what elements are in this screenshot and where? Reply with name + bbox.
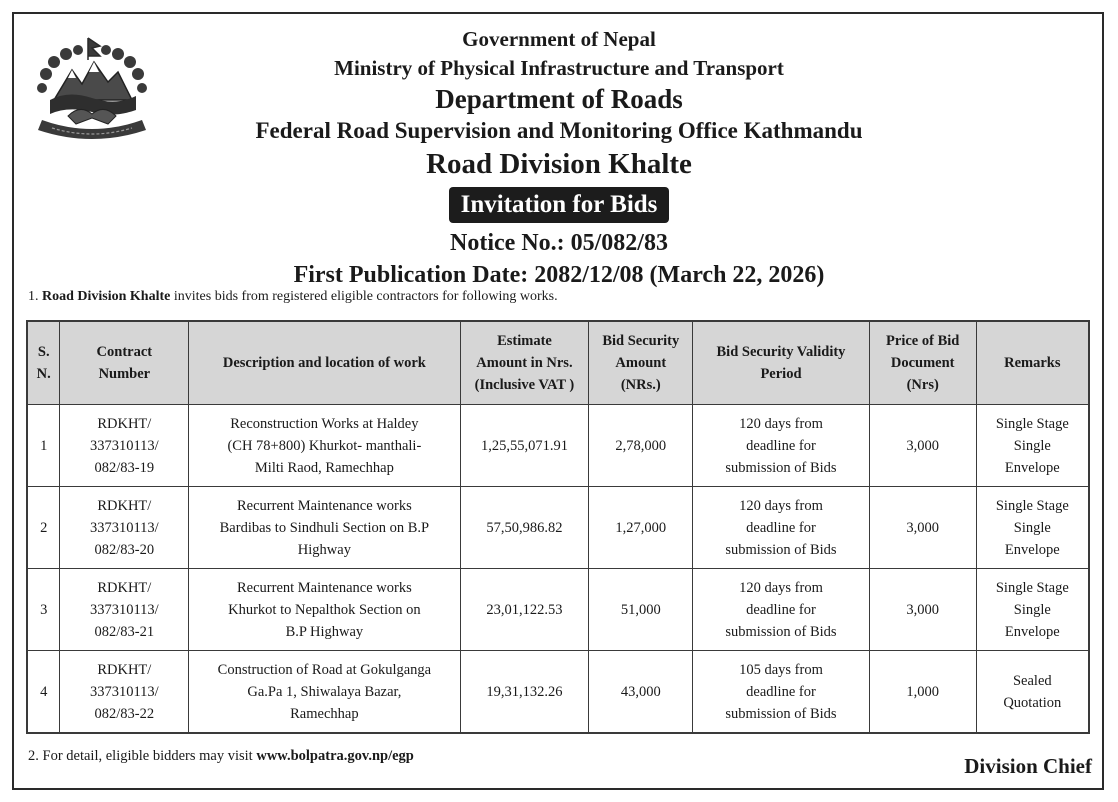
cell-validity: 120 days from deadline for submission of Bids bbox=[693, 405, 870, 487]
cell-description: Recurrent Maintenance works Bardibas to Sindhuli Section on B.P Highway bbox=[189, 487, 460, 569]
table-row bbox=[27, 487, 1089, 569]
cell-estimate: 23,01,122.53 bbox=[460, 569, 589, 651]
cell-description: Construction of Road at Gokulganga Ga.Pa 1, Shiwalaya Bazar, Ramechhap bbox=[189, 651, 460, 734]
division-chief-signature: Division Chief bbox=[964, 754, 1092, 778]
cell-price: 3,000 bbox=[869, 569, 976, 651]
notice-number: Notice No.: 05/082/83 bbox=[450, 230, 668, 256]
cell-remarks: Single Stage Single Envelope bbox=[976, 405, 1089, 487]
cell-security: 1,27,000 bbox=[589, 487, 693, 569]
cell-contract: RDKHT/ 337310113/ 082/83-22 bbox=[60, 651, 189, 734]
col-header-description: Description and location of work bbox=[189, 321, 460, 405]
publication-date: First Publication Date: 2082/12/08 (March 22, 2026) bbox=[293, 262, 825, 288]
cell-remarks: Single Stage Single Envelope bbox=[976, 569, 1089, 651]
cell-remarks: Single Stage Single Envelope bbox=[976, 487, 1089, 569]
cell-security: 2,78,000 bbox=[589, 405, 693, 487]
cell-estimate: 1,25,55,071.91 bbox=[460, 405, 589, 487]
cell-price: 3,000 bbox=[869, 487, 976, 569]
intro-number: 1. bbox=[28, 289, 39, 304]
cell-sn: 1 bbox=[27, 405, 60, 487]
invitation-badge: Invitation for Bids bbox=[449, 187, 670, 223]
col-header-remarks: Remarks bbox=[976, 321, 1089, 405]
cell-security: 43,000 bbox=[589, 651, 693, 734]
table-row bbox=[27, 405, 1089, 487]
cell-sn: 4 bbox=[27, 651, 60, 734]
table-row bbox=[27, 651, 1089, 734]
cell-validity: 120 days from deadline for submission of Bids bbox=[693, 487, 870, 569]
cell-estimate: 19,31,132.26 bbox=[460, 651, 589, 734]
cell-description: Recurrent Maintenance works Khurkot to Nepalthok Section on B.P Highway bbox=[189, 569, 460, 651]
col-header-security: Bid Security Amount (NRs.) bbox=[589, 321, 693, 405]
division-title: Road Division Khalte bbox=[426, 148, 692, 180]
cell-estimate: 57,50,986.82 bbox=[460, 487, 589, 569]
cell-validity: 105 days from deadline for submission of Bids bbox=[693, 651, 870, 734]
cell-sn: 3 bbox=[27, 569, 60, 651]
cell-price: 1,000 bbox=[869, 651, 976, 734]
office-title: Federal Road Supervision and Monitoring Office Kathmandu bbox=[255, 118, 863, 143]
cell-contract: RDKHT/ 337310113/ 082/83-21 bbox=[60, 569, 189, 651]
table-header-row bbox=[27, 321, 1089, 405]
intro-paragraph bbox=[28, 289, 558, 305]
egp-link[interactable]: www.bolpatra.gov.np/egp bbox=[256, 748, 414, 764]
table-row bbox=[27, 569, 1089, 651]
cell-price: 3,000 bbox=[869, 405, 976, 487]
cell-validity: 120 days from deadline for submission of Bids bbox=[693, 569, 870, 651]
footer-note bbox=[28, 748, 414, 765]
badge-wrap bbox=[0, 187, 1118, 227]
cell-contract: RDKHT/ 337310113/ 082/83-19 bbox=[60, 405, 189, 487]
cell-sn: 2 bbox=[27, 487, 60, 569]
department-title: Department of Roads bbox=[435, 84, 683, 114]
col-header-sn: S. N. bbox=[27, 321, 60, 405]
cell-contract: RDKHT/ 337310113/ 082/83-20 bbox=[60, 487, 189, 569]
government-title: Government of Nepal bbox=[462, 27, 656, 51]
col-header-validity: Bid Security Validity Period bbox=[693, 321, 870, 405]
ministry-title: Ministry of Physical Infrastructure and Transport bbox=[334, 56, 784, 80]
intro-bold: Road Division Khalte bbox=[42, 289, 171, 304]
footer-text: For detail, eligible bidders may visit bbox=[42, 748, 257, 764]
bids-table bbox=[26, 320, 1090, 734]
col-header-estimate: Estimate Amount in Nrs. (Inclusive VAT ) bbox=[460, 321, 589, 405]
intro-text: invites bids from registered eligible contractors for following works. bbox=[170, 289, 558, 304]
notice-header bbox=[0, 26, 1118, 291]
cell-security: 51,000 bbox=[589, 569, 693, 651]
cell-remarks: Sealed Quotation bbox=[976, 651, 1089, 734]
col-header-price: Price of Bid Document (Nrs) bbox=[869, 321, 976, 405]
cell-description: Reconstruction Works at Haldey (CH 78+800) Khurkot- manthali- Milti Raod, Ramechhap bbox=[189, 405, 460, 487]
footer-number: 2. bbox=[28, 748, 39, 764]
col-header-contract: Contract Number bbox=[60, 321, 189, 405]
